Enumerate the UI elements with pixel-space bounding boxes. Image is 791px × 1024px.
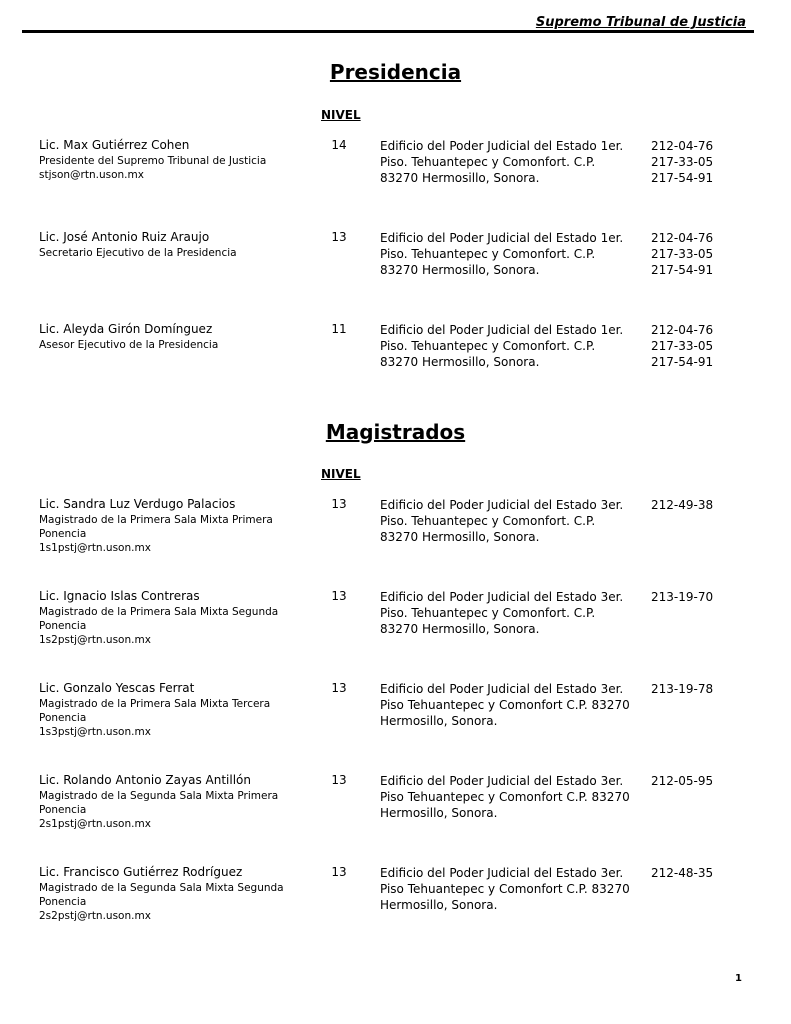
person-role-block [39,154,289,182]
person-address: Edificio del Poder Judicial del Estado 3er. Piso. Tehuantepec y Comonfort. C.P. 83270 Hermosillo, Sonora. [380,498,624,544]
phone-number: 212-04-76 [651,323,714,337]
header-title: Supremo Tribunal de Justicia [535,15,746,30]
magistrados-title: Magistrados [325,420,466,444]
person-role: Magistrado de la Primera Sala Mixta Tercera Ponencia [39,698,271,724]
person-role-block [39,513,289,555]
person-role: Magistrado de la Segunda Sala Mixta Segunda Ponencia [39,882,284,908]
person-name: Lic. Aleyda Girón Domínguez [39,322,213,336]
person-phones [651,138,713,186]
person-email[interactable]: stjson@rtn.uson.mx [39,169,144,181]
person-address: Edificio del Poder Judicial del Estado 3er. Piso. Tehuantepec y Comonfort. C.P. 83270 Hermosillo, Sonora. [380,590,624,636]
person-address: Edificio del Poder Judicial del Estado 3er. Piso Tehuantepec y Comonfort C.P. 83270 Hermosillo, Sonora. [380,682,630,728]
phone-number: 213-19-70 [651,590,714,604]
person-nivel: 13 [331,589,347,603]
person-nivel: 13 [331,865,347,879]
person-email[interactable]: 2s1pstj@rtn.uson.mx [39,818,151,830]
person-name: Lic. Francisco Gutiérrez Rodríguez [39,865,243,879]
person-name: Lic. Rolando Antonio Zayas Antillón [39,773,251,787]
phone-number: 212-04-76 [651,231,714,245]
phone-number: 212-48-35 [651,866,714,880]
list-item [0,322,791,402]
person-address: Edificio del Poder Judicial del Estado 3er. Piso Tehuantepec y Comonfort C.P. 83270 Hermosillo, Sonora. [380,866,630,912]
person-phones [651,497,713,513]
phone-number: 212-05-95 [651,774,714,788]
person-name: Lic. Sandra Luz Verdugo Palacios [39,497,236,511]
person-email[interactable]: 1s1pstj@rtn.uson.mx [39,542,151,554]
person-address: Edificio del Poder Judicial del Estado 1er. Piso. Tehuantepec y Comonfort. C.P. 83270 Hermosillo, Sonora. [380,231,624,277]
person-role: Magistrado de la Primera Sala Mixta Primera Ponencia [39,514,273,540]
person-email[interactable]: 1s2pstj@rtn.uson.mx [39,634,151,646]
phone-number: 217-33-05 [651,247,714,261]
person-role: Secretario Ejecutivo de la Presidencia [39,247,237,259]
person-email[interactable]: 1s3pstj@rtn.uson.mx [39,726,151,738]
person-phones [651,589,713,605]
presidencia-nivel-label: NIVEL [321,108,361,122]
phone-number: 217-33-05 [651,339,714,353]
person-role-block [39,697,289,739]
person-nivel: 11 [331,322,347,336]
person-role: Magistrado de la Primera Sala Mixta Segunda Ponencia [39,606,279,632]
person-email[interactable]: 2s2pstj@rtn.uson.mx [39,910,151,922]
phone-number: 217-33-05 [651,155,714,169]
person-nivel: 13 [331,497,347,511]
person-name: Lic. Max Gutiérrez Cohen [39,138,190,152]
magistrados-nivel-label: NIVEL [321,467,361,481]
person-nivel: 13 [331,773,347,787]
phone-number: 213-19-78 [651,682,714,696]
list-item [0,865,791,945]
person-name: Lic. Gonzalo Yescas Ferrat [39,681,195,695]
person-role-block [39,789,289,831]
person-phones [651,865,713,881]
person-nivel: 13 [331,681,347,695]
phone-number: 217-54-91 [651,355,714,369]
person-phones [651,322,713,370]
person-address: Edificio del Poder Judicial del Estado 1er. Piso. Tehuantepec y Comonfort. C.P. 83270 Hermosillo, Sonora. [380,139,624,185]
list-item [0,138,791,218]
person-role: Asesor Ejecutivo de la Presidencia [39,339,219,351]
person-role-block [39,605,289,647]
person-nivel: 14 [331,138,347,152]
list-item [0,773,791,853]
list-item [0,589,791,669]
page-number: 1 [735,973,742,984]
person-phones [651,773,713,789]
person-role-block [39,881,289,923]
phone-number: 217-54-91 [651,263,714,277]
list-item [0,681,791,761]
person-address: Edificio del Poder Judicial del Estado 3er. Piso Tehuantepec y Comonfort C.P. 83270 Hermosillo, Sonora. [380,774,630,820]
person-address: Edificio del Poder Judicial del Estado 1er. Piso. Tehuantepec y Comonfort. C.P. 83270 Hermosillo, Sonora. [380,323,624,369]
phone-number: 217-54-91 [651,171,714,185]
person-nivel: 13 [331,230,347,244]
phone-number: 212-04-76 [651,139,714,153]
person-role: Magistrado de la Segunda Sala Mixta Primera Ponencia [39,790,279,816]
person-name: Lic. Ignacio Islas Contreras [39,589,200,603]
person-phones [651,230,713,278]
person-role: Presidente del Supremo Tribunal de Justicia [39,155,267,167]
header-rule [22,30,754,33]
person-phones [651,681,713,697]
list-item [0,230,791,310]
person-role-block [39,246,289,260]
phone-number: 212-49-38 [651,498,714,512]
person-name: Lic. José Antonio Ruiz Araujo [39,230,210,244]
list-item [0,497,791,577]
presidencia-title: Presidencia [329,60,462,84]
person-role-block [39,338,289,352]
